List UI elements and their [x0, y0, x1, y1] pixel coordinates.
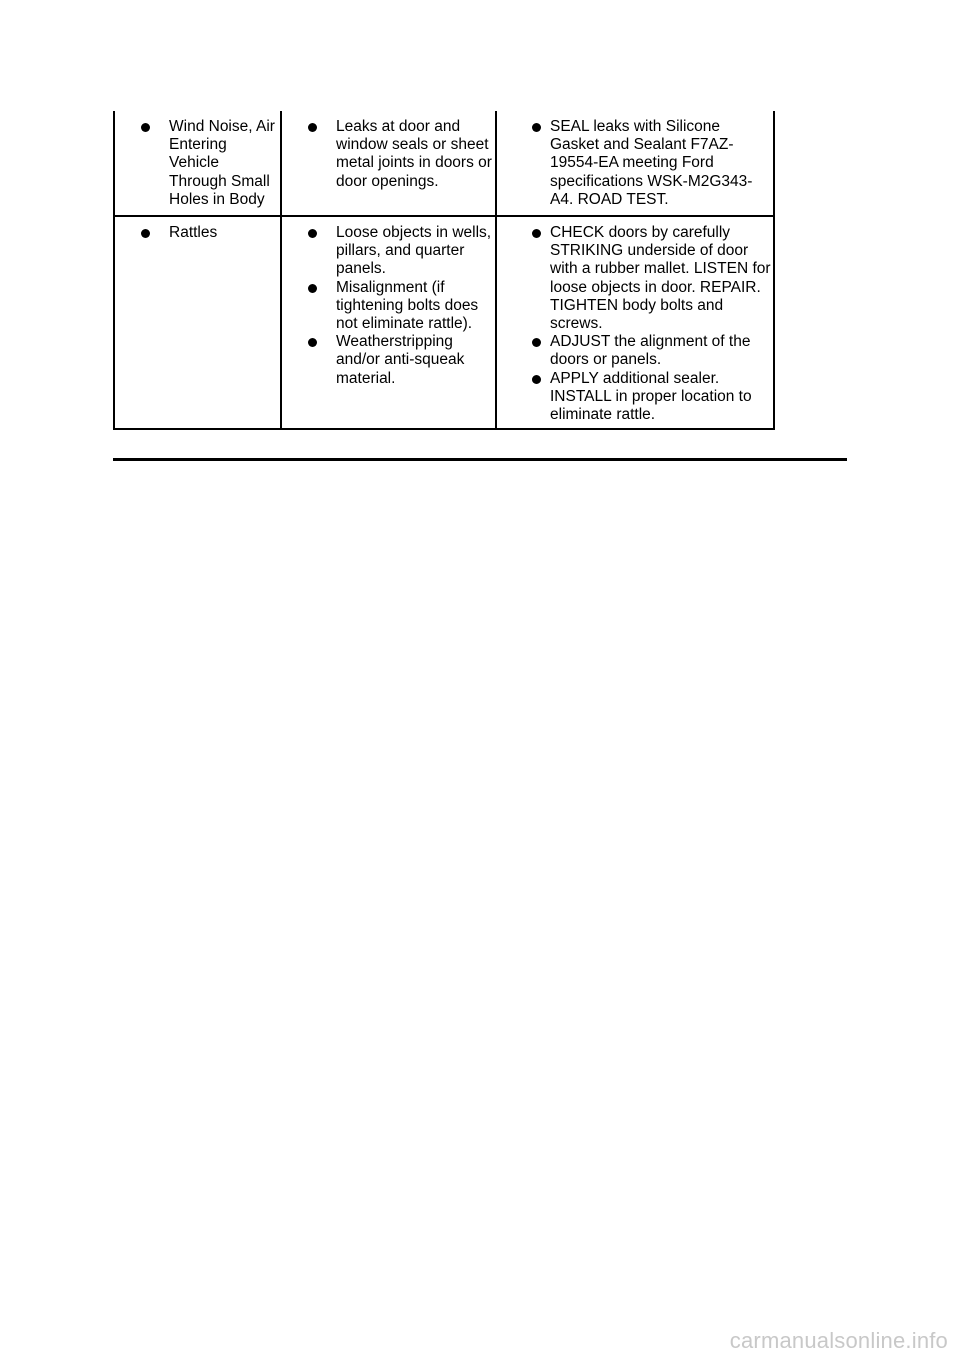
action-cell [496, 111, 774, 216]
bullet-icon [532, 338, 541, 347]
bullet-icon [532, 229, 541, 238]
list-item [115, 224, 280, 242]
condition-cell [114, 216, 281, 429]
page-footer-rule [113, 458, 847, 461]
bullet-icon [308, 284, 317, 293]
action-cell [496, 216, 774, 429]
bullet-icon [141, 123, 150, 132]
action-text: SEAL leaks with Silicone Gasket and Sealant F7AZ-19554-EA meeting Ford specifications WSK-M2G343-A4. ROAD TEST. [550, 118, 753, 208]
bullet-icon [308, 338, 317, 347]
list-item [282, 224, 495, 279]
cause-text: Leaks at door and window seals or sheet metal joints in doors or door openings. [336, 118, 492, 190]
bullet-icon [532, 375, 541, 384]
bullet-icon [532, 123, 541, 132]
condition-text: Rattles [169, 224, 218, 242]
cause-cell [281, 216, 496, 429]
cause-text: Weatherstripping and/or anti-squeak material. [336, 333, 465, 387]
list-item [497, 224, 773, 333]
condition-cell [114, 111, 281, 216]
action-text: APPLY additional sealer. INSTALL in proper location to eliminate rattle. [550, 369, 752, 424]
table-row [114, 216, 774, 429]
bullet-icon [141, 229, 150, 238]
list-item [497, 118, 773, 209]
watermark: carmanualsonline.info [729, 1328, 948, 1353]
list-item [497, 333, 773, 369]
action-text: CHECK doors by carefully STRIKING underside of door with a rubber mallet. LISTEN for loose objects in door. REPAIR. TIGHTEN body bolts and screws. [550, 224, 771, 333]
table-row [114, 111, 774, 216]
cause-cell [281, 111, 496, 216]
list-item [115, 118, 280, 209]
action-text: ADJUST the alignment of the doors or panels. [550, 333, 751, 369]
list-item [282, 333, 495, 388]
list-item [282, 279, 495, 334]
diagnosis-table [113, 111, 775, 430]
bullet-icon [308, 229, 317, 238]
condition-text: Wind Noise, Air Entering Vehicle Through Small Holes in Body [169, 118, 275, 208]
list-item [497, 370, 773, 425]
list-item [282, 118, 495, 191]
cause-text: Loose objects in wells, pillars, and quarter panels. [336, 224, 492, 278]
bullet-icon [308, 123, 317, 132]
cause-text: Misalignment (if tightening bolts does not eliminate rattle). [336, 278, 479, 333]
